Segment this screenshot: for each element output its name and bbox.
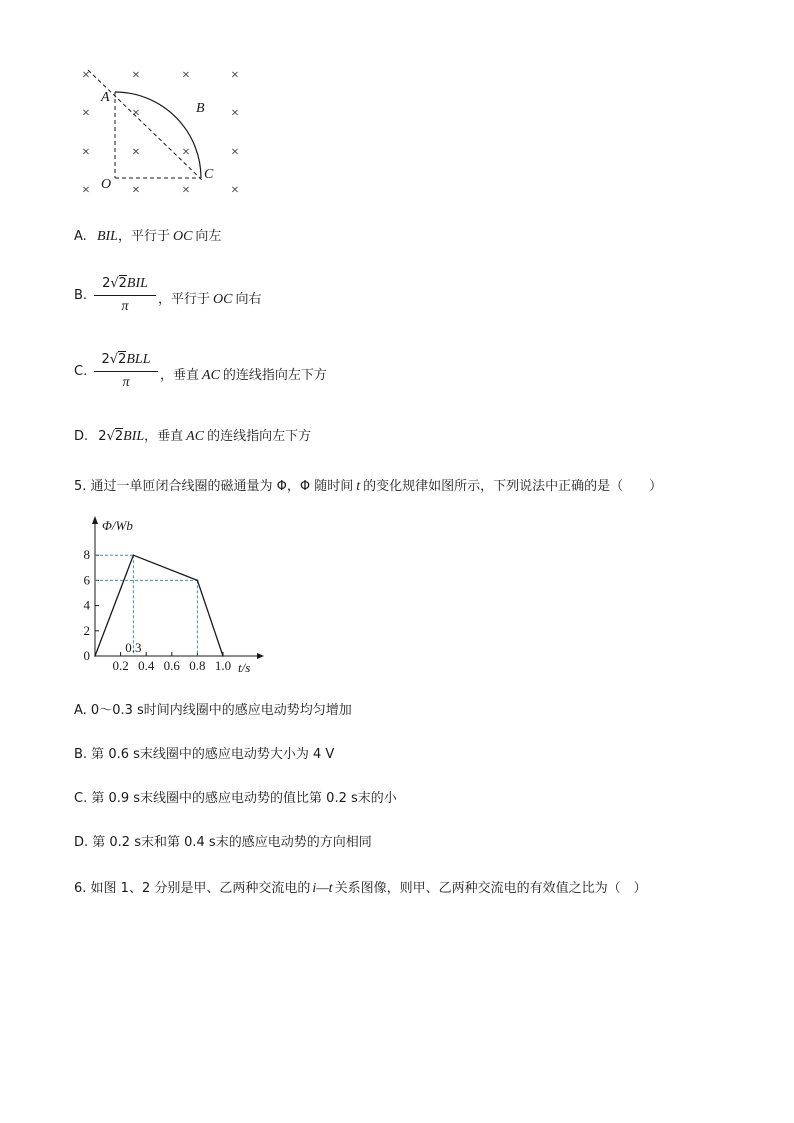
x-axis-arrow-icon [257,653,264,659]
option-ref: AC [186,429,205,444]
field-cross: × [82,106,90,121]
option-q5-d[interactable]: D. 第 0.2 s末和第 0.4 s末的感应电动势的方向相同 [74,835,372,850]
y-axis-label: Φ/Wb [102,518,133,533]
field-cross: × [231,145,239,160]
y-tick-label: 6 [83,572,90,588]
option-direction: 的连线指向左下方 [222,368,327,383]
option-direction: 向左 [195,229,222,244]
option-expr: BIL [123,429,145,444]
data-point [197,580,199,582]
option-letter: D. [74,429,89,444]
y-axis-arrow-icon [92,516,98,524]
field-cross: × [132,106,140,121]
option-letter: A. [74,229,87,244]
field-cross: × [231,183,239,198]
option-text: ，平行于 [158,292,211,307]
quarter-arc-wire [115,92,201,178]
flux-series-line [95,555,223,656]
option-direction: 的连线指向左下方 [207,429,312,444]
label-o: O [101,177,112,192]
dashed-diagonal [88,70,202,180]
x-tick-label: 1.0 [214,658,232,673]
annotation-label: 0.3 [125,640,142,655]
field-cross: × [182,145,190,160]
field-cross: × [182,68,190,83]
field-cross: × [182,183,190,198]
option-text: ，垂直 [160,368,200,383]
option-ref: OC [172,229,193,244]
option-text: ，垂直 [144,429,184,444]
question-6-stem: 6. 如图 1、2 分别是甲、乙两种交流电的 i—t 关系图像，则甲、乙两种交流电的有效值之比为（ ） [74,881,647,896]
flux-time-chart [70,510,270,680]
option-ref: AC [202,368,220,383]
label-b: B [196,101,205,116]
x-tick-label: 0.8 [189,658,206,673]
radicand: 2 [114,429,124,444]
data-point [94,655,96,657]
option-expr: BIL [96,229,118,244]
x-tick-label: 0.4 [138,658,155,673]
option-q5-c[interactable]: C. 第 0.9 s末线圈中的感应电动势的值比第 0.2 s末的小 [74,791,397,806]
magnetic-field-figure [70,60,260,205]
field-cross: × [231,68,239,83]
fraction [94,352,158,391]
numerator: 2√2BIL [102,276,148,291]
data-point [222,655,224,657]
x-tick-label: 0.6 [163,658,180,673]
field-cross: × [82,183,90,198]
y-tick-label: 0 [83,648,90,663]
option-q5-a[interactable]: A. 0～0.3 s时间内线圈中的感应电动势均匀增加 [74,703,352,718]
field-cross: × [132,183,140,198]
fraction [94,276,156,315]
denominator: π [121,299,129,314]
sqrt-icon: √ [106,429,115,444]
option-ref: OC [213,292,233,307]
denominator: π [122,375,130,390]
option-text: ，平行于 [117,229,170,244]
field-cross: × [132,68,140,83]
option-q4-d[interactable] [74,428,311,446]
option-q5-b[interactable]: B. 第 0.6 s末线圈中的感应电动势大小为 4 V [74,747,335,762]
question-5-stem: 5. 通过一单匝闭合线圈的磁通量为 Φ，Φ 随时间 t 的变化规律如图所示，下列说法中正确的是（ ） [74,479,663,494]
fraction-bar [94,295,156,296]
option-letter: C. [74,364,88,379]
y-tick-label: 8 [83,547,90,563]
x-tick-label: 0.2 [112,658,129,673]
y-tick-label: 4 [83,597,90,613]
field-cross: × [82,68,90,83]
y-tick-label: 2 [83,622,90,638]
option-q4-b[interactable] [74,276,374,320]
data-point [133,554,135,556]
field-cross: × [231,106,239,121]
option-q4-a[interactable] [74,228,221,246]
field-cross: × [132,145,140,160]
label-c: C [204,167,214,182]
x-axis-label: t/s [238,660,251,675]
option-direction: 向右 [235,292,262,307]
label-a: A [101,90,110,105]
fraction-bar [94,371,158,372]
option-coef: 2 [98,429,107,444]
numerator: 2√2BLL [101,352,151,367]
option-q4-c[interactable] [74,352,394,396]
option-letter: B. [74,288,88,303]
field-cross: × [82,145,90,160]
